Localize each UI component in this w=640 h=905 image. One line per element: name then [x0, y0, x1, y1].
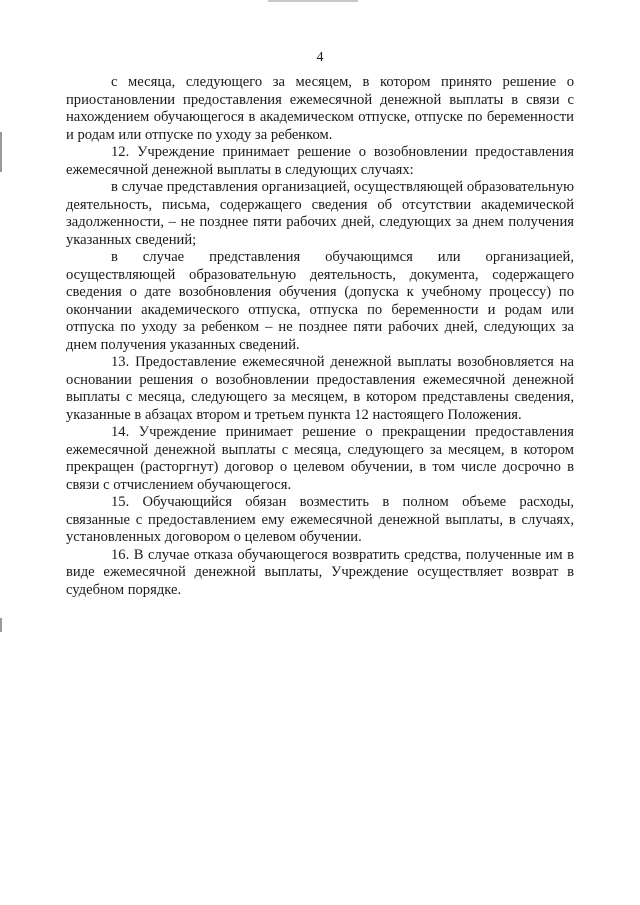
paragraph-item-14: 14. Учреждение принимает решение о прекращении предоставления ежемесячной денежной выплаты с месяца, следующего за месяцем, в котором прекращен (расторгнут) договор о целевом обучении, в том числе досрочно в связи с отчислением обучающегося. [66, 424, 574, 493]
paragraph-item-13: 13. Предоставление ежемесячной денежной выплаты возобновляется на основании решения о возобновлении предоставления ежемесячной денежной выплаты с месяца, следующего за месяцем, в котором представлены сведения, указанные в абзацах втором и третьем пункта 12 настоящего Положения. [66, 354, 574, 423]
document-body [66, 74, 574, 599]
scan-artifact-top [268, 0, 358, 2]
scan-artifact-left [0, 618, 2, 632]
paragraph-case-2: в случае представления обучающимся или организацией, осуществляющей образовательную деятельность, документа, содержащего сведения о дате возобновления обучения (допуска к учебному процессу) по окончании академического отпуска, отпуска по беременности и родам или отпуска по уходу за ребенком – не позднее пяти рабочих дней, следующих за днем получения указанных сведений. [66, 249, 574, 353]
paragraph-item-12: 12. Учреждение принимает решение о возобновлении предоставления ежемесячной денежной выплаты в следующих случаях: [66, 144, 574, 178]
page-number: 4 [316, 50, 324, 65]
paragraph-item-15: 15. Обучающийся обязан возместить в полном объеме расходы, связанные с предоставлением ему ежемесячной денежной выплаты, в случаях, установленных договором о целевом обучении. [66, 494, 574, 545]
paragraph-item-16: 16. В случае отказа обучающегося возвратить средства, полученные им в виде ежемесячной денежной выплаты, Учреждение осуществляет возврат в судебном порядке. [66, 546, 574, 598]
paragraph-case-1: в случае представления организацией, осуществляющей образовательную деятельность, письма, содержащего сведения об отсутствии академической задолженности, – не позднее пяти рабочих дней, следующих за днем получения указанных сведений; [66, 179, 574, 248]
scan-artifact-left [0, 132, 2, 172]
paragraph-continuation: с месяца, следующего за месяцем, в котором принято решение о приостановлении предоставления ежемесячной денежной выплаты в связи с нахождением обучающегося в академическом отпуске, отпуске по беременности и родам или отпуске по уходу за ребенком. [66, 74, 574, 143]
